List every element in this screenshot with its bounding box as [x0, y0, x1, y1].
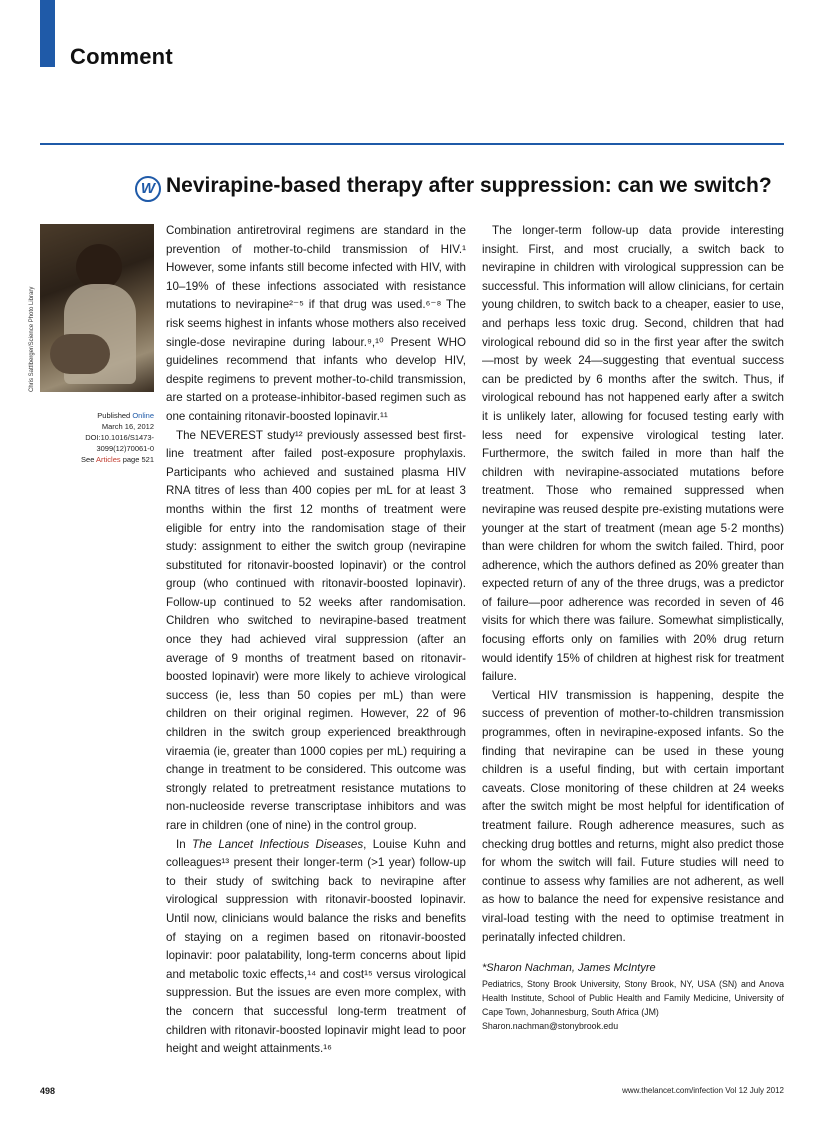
section-heading: Comment [70, 44, 173, 69]
paragraph: The longer-term follow-up data provide interesting insight. First, and most crucially, a switch back to nevirapine in children with virological suppression can be successful. This information will allow clinicians, for certain young children, to switch back to a cheaper, easier to use, and perhaps less toxic drug. Second, children that had virological rebound did so in the first year after the switch—most by week 24—suggesting that eventual success can be predicted by 6 months after the switch. Thus, if virological rebound has not happened early after a switch it is unlikely later, allowing for focused testing early with less need for expensive virological testing later. Furthermore, the switch failed in more than half the children with nevirapine-associated mutations before treatment. Those who remained suppressed when nevirapine was reused despite pre-existing mutations were younger at the start of treatment (mean age 5·2 months) than were children for whom the switch failed. Third, poor adherence, which the authors defined as 20% greater than expected return of any of the three drugs, was a predictor of failure—poor adherence was recorded in seven of 46 visits for which there was failure. Somewhat simplistically, focusing efforts only on families with 20% drug return would identify 15% of children at highest risk for treatment failure. [482, 224, 784, 684]
paragraph: Vertical HIV transmission is happening, despite the success of prevention of mother-to-children transmission programmes, often in nevirapine-exposed infants. So the finding that nevirapine can be used in these young children is a useful finding, but with certain important caveats. Close monitoring of these children at 24 weeks after the switch might be most helpful for identification of treatment failure. Rough adherence measures, such as checking drug bottles and returns, might also predict those for whom the switch will fail. Future studies will need to continue to assess why families are not adherent, as well as how to balance the need for expensive resistance and viral-load testing with the need to optimise treatment in perinatally infected children. [482, 688, 784, 944]
body-column-left [166, 222, 466, 1059]
doi: DOI:10.1016/S1473-3099(12)70061-0 [85, 433, 154, 453]
header-rule [40, 143, 784, 145]
published-line: Published Online [97, 411, 154, 420]
section-color-bar [40, 0, 55, 67]
author-email[interactable]: Sharon.nachman@stonybrook.edu [482, 1021, 619, 1032]
photo-credit: Chris Sattlberger/Science Photo Library [29, 286, 35, 392]
published-date: March 16, 2012 [101, 422, 154, 431]
author-names: *Sharon Nachman, James McIntyre [482, 962, 656, 975]
page-number: 498 [40, 1086, 56, 1096]
paragraph: In The Lancet Infectious Diseases, Louise Kuhn and colleagues¹³ present their longer-term (>1 year) follow-up to their study of switching back to nevirapine after virological suppression with ritonavir-boosted lopinavir. Until now, clinicians would balance the risks and benefits of staying on a regimen based on ritonavir-boosted lopinavir: poor palatability, long-term concerns about lipid and metabolic toxic effects,¹⁴ and cost¹⁵ versus virological suppression. But the issues are even more complex, with the concern that successful long-term treatment of children with ritonavir-boosted lopinavir might lead to poor height and weight attainments.¹⁶ [166, 837, 466, 1056]
journal-footer: www.thelancet.com/infection Vol 12 July 2012 [622, 1086, 784, 1095]
published-online-link[interactable]: Online [132, 411, 154, 420]
paragraph: Combination antiretroviral regimens are standard in the prevention of mother-to-child transmission of HIV.¹ However, some infants still become infected with HIV, with 10–19% of these infections associated with resistance mutations to nevirapine²⁻⁵ if that drug was used.⁶⁻⁸ The risk seems highest in infants whose mothers also received single-dose nevirapine during labour.⁹,¹⁰ Present WHO guidelines recommend that infants who develop HIV, despite regimens to prevent mother-to-child transmission, are started on a protease-inhibitor-based regimen such as one containing ritonavir-boosted lopinavir.¹¹ [166, 224, 466, 423]
web-extra-icon: W [135, 176, 161, 202]
article-title: Nevirapine-based therapy after suppression: can we switch? [166, 174, 772, 197]
photo-figure-infant [50, 334, 110, 374]
see-articles-line: See Articles page 521 [81, 455, 154, 464]
paragraph: The NEVEREST study¹² previously assessed best first-line treatment after failed post-exposure prophylaxis. Participants who achieved and sustained plasma HIV RNA titres of less than 400 copies per mL for at least 3 months within the first 12 months of treatment were eligible for entry into the randomisation stage of their study: assignment to either the switch group (nevirapine substituted for ritonavir-boosted lopinavir) or the control group (who continued with ritonavir-boosted lopinavir). Follow-up continued to 52 weeks after randomisation. Children who switched to nevirapine-based treatment once they had achieved viral suppression (after an average of 9 months of treatment based on ritonavir-boosted lopinavir) were more likely to achieve virological success (ie, less than 50 copies per mL) than were children on their original regimen. However, 22 of 96 children in the switch group experienced breakthrough viraemia (ie, greater than 1000 copies per mL) requiring a change in treatment to be considered. This outcome was strongly related to pretreatment resistance mutations to non-nucleoside reverse transcriptase inhibitors and was rare in children (one of nine) in the control group. [166, 428, 466, 832]
author-affiliation: Pediatrics, Stony Brook University, Stony Brook, NY, USA (SN) and Anova Health Institute, School of Public Health and Family Medicine, University of Cape Town, Johannesburg, South Africa (JM) [482, 979, 784, 1018]
article-photo [40, 224, 154, 392]
journal-name: The Lancet Infectious Diseases [192, 837, 364, 851]
publication-sidenote [40, 410, 154, 465]
articles-link[interactable]: Articles [96, 455, 121, 464]
body-column-right [482, 222, 784, 1033]
